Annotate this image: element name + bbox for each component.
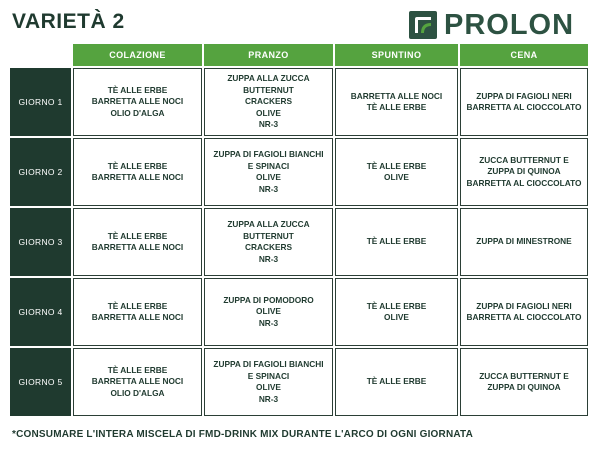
meal-cell-colazione xyxy=(73,208,202,276)
meal-item: TÈ ALLE ERBE xyxy=(366,300,427,311)
meal-item: ZUPPA DI FAGIOLI NERI xyxy=(476,90,572,101)
meal-item: ZUPPA DI FAGIOLI BIANCHI xyxy=(213,149,324,159)
day-label: GIORNO 2 xyxy=(10,138,71,206)
meal-item: BARRETTA ALLE NOCI xyxy=(91,242,184,252)
meal-item: TÈ ALLE ERBE xyxy=(366,376,427,387)
meal-cell-spuntino xyxy=(335,348,458,416)
meal-cell-spuntino xyxy=(335,208,458,276)
meal-item: ZUPPA ALLA ZUCCA xyxy=(227,219,310,229)
day-label: GIORNO 4 xyxy=(10,278,71,346)
meal-item: E SPINACI xyxy=(247,160,290,171)
meal-cell-cena xyxy=(460,68,588,136)
column-header-pranzo: PRANZO xyxy=(204,44,333,66)
meal-item: NR-3 xyxy=(258,393,279,404)
meal-item: ZUPPA DI FAGIOLI BIANCHI xyxy=(213,359,324,369)
day-label: GIORNO 5 xyxy=(10,348,71,416)
column-header-spuntino: SPUNTINO xyxy=(335,44,458,66)
meal-item: BARRETTA AL CIOCCOLATO xyxy=(466,177,582,188)
meal-item: TÈ ALLE ERBE xyxy=(107,230,168,241)
meal-cell-spuntino xyxy=(335,68,458,136)
meal-item: ZUPPA DI MINESTRONE xyxy=(476,236,572,247)
meal-cell-pranzo xyxy=(204,68,333,136)
meal-item: BARRETTA ALLE NOCI xyxy=(91,376,184,387)
meal-cell-spuntino xyxy=(335,138,458,206)
meal-item: ZUPPA ALLA ZUCCA xyxy=(227,73,310,84)
meal-item: BARRETTA AL CIOCCOLATO xyxy=(466,312,582,322)
meal-cell-cena xyxy=(460,278,588,346)
day-label: GIORNO 3 xyxy=(10,208,71,276)
meal-item: TÈ ALLE ERBE xyxy=(366,160,427,171)
prolon-logo xyxy=(408,10,574,40)
meal-item: NR-3 xyxy=(258,183,279,194)
meal-cell-cena xyxy=(460,138,588,206)
meal-cell-colazione xyxy=(73,138,202,206)
meal-item: OLIVE xyxy=(256,306,281,317)
meal-cell-colazione xyxy=(73,278,202,346)
meal-item: BARRETTA ALLE NOCI xyxy=(91,96,184,107)
meal-cell-spuntino xyxy=(335,278,458,346)
meal-item: OLIVE xyxy=(384,312,409,322)
meal-item: NR-3 xyxy=(258,317,279,328)
meal-item: TÈ ALLE ERBE xyxy=(366,102,427,112)
meal-cell-colazione xyxy=(73,68,202,136)
meal-item: ZUPPA DI FAGIOLI NERI xyxy=(476,300,572,311)
column-header-colazione: COLAZIONE xyxy=(73,44,202,66)
meal-item: TÈ ALLE ERBE xyxy=(107,160,168,171)
meal-item: OLIVE xyxy=(256,107,281,118)
meal-item: CRACKERS xyxy=(244,96,293,107)
day-label: GIORNO 1 xyxy=(10,68,71,136)
page-title: VARIETÀ 2 xyxy=(12,10,125,33)
meal-cell-pranzo xyxy=(204,138,333,206)
meal-item: ZUPPA DI QUINOA xyxy=(487,382,561,392)
logo-text: PROLON xyxy=(444,9,575,41)
meal-item: BARRETTA AL CIOCCOLATO xyxy=(466,102,582,112)
meal-item: OLIO D'ALGA xyxy=(110,107,165,118)
meal-item: BARRETTA ALLE NOCI xyxy=(91,172,184,182)
meal-item: TÈ ALLE ERBE xyxy=(107,84,168,95)
meal-cell-cena xyxy=(460,348,588,416)
meal-item: E SPINACI xyxy=(247,370,290,381)
prolon-leaf-icon xyxy=(408,10,438,40)
meal-item: BARRETTA ALLE NOCI xyxy=(350,90,443,101)
meal-plan-table xyxy=(10,44,590,416)
meal-item: TÈ ALLE ERBE xyxy=(107,364,168,375)
meal-item: BARRETTA ALLE NOCI xyxy=(91,312,184,322)
meal-item: NR-3 xyxy=(258,119,279,130)
meal-cell-colazione xyxy=(73,348,202,416)
column-header-cena: CENA xyxy=(460,44,588,66)
meal-item: BUTTERNUT xyxy=(243,84,294,95)
meal-item: TÈ ALLE ERBE xyxy=(366,236,427,247)
meal-item: CRACKERS xyxy=(244,242,293,252)
table-corner xyxy=(10,44,71,66)
meal-item: OLIO D'ALGA xyxy=(110,387,165,398)
meal-item: ZUCCA BUTTERNUT E xyxy=(479,370,569,381)
meal-cell-pranzo xyxy=(204,208,333,276)
meal-item: BUTTERNUT xyxy=(243,230,294,241)
meal-item: OLIVE xyxy=(256,172,281,182)
meal-item: OLIVE xyxy=(256,382,281,392)
meal-item: NR-3 xyxy=(258,253,279,264)
meal-item: ZUPPA DI QUINOA xyxy=(487,166,561,177)
meal-cell-cena xyxy=(460,208,588,276)
meal-item: TÈ ALLE ERBE xyxy=(107,300,168,311)
meal-cell-pranzo xyxy=(204,348,333,416)
meal-cell-pranzo xyxy=(204,278,333,346)
meal-item: OLIVE xyxy=(384,172,409,182)
footnote: *CONSUMARE L'INTERA MISCELA DI FMD-DRINK MIX DURANTE L'ARCO DI OGNI GIORNATA xyxy=(12,429,474,440)
meal-item: ZUCCA BUTTERNUT E xyxy=(479,154,569,165)
meal-item: ZUPPA DI POMODORO xyxy=(223,294,314,305)
